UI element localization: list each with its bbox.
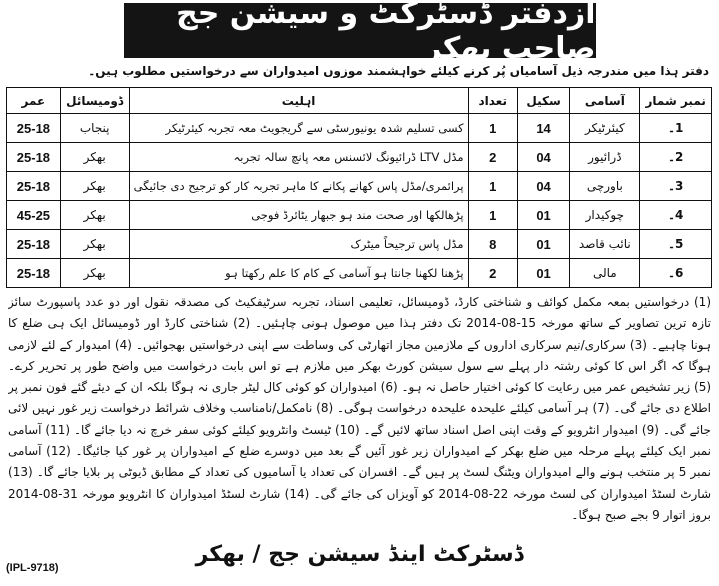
cell-domicile: بھکر	[60, 259, 129, 288]
table-row	[7, 201, 712, 230]
header-post: آسامی	[570, 88, 640, 114]
cell-serial: 2۔	[640, 143, 712, 172]
cell-qualification: پڑھالکھا اور صحت مند ہو جبھار یٹائرڈ فوجی	[129, 201, 468, 230]
vacancy-table	[6, 87, 712, 288]
table-header-row	[7, 88, 712, 114]
cell-age: 45-25	[7, 201, 61, 230]
cell-qualification: مڈل LTV ڈرائیونگ لائسنس معہ پانچ سالہ تجربہ	[129, 143, 468, 172]
cell-post: چوکیدار	[570, 201, 640, 230]
terms-paragraph: (1) درخواستیں بمعہ مکمل کوائف و شناختی کارڈ، ڈومیسائل، تعلیمی اسناد، تجربہ سرٹیفکیٹ کی مصدقہ نقول اور دو عدد پاسپورٹ سائز تازہ ترین تصاویر کے ساتھ مورخہ 15-08-2014 تک دفتر ہذا میں موصول ہونی چاہئیں۔ (2) شناختی کارڈ اور ڈومیسائل ایک ہی ضلع کا ہونا چاہیے۔ (3) سرکاری/نیم سرکاری اداروں کے ملازمین مجاز اتھارٹی کی وساطت سے اپنی درخواستیں بھجوائیں۔ (4) امیدوار کے لئے لازمی ہوگا کہ اگر اس کا کوئی رشتہ دار پہلے سے سول سیشن کورٹ بھکر میں ملازم ہے تو اس بابت درخواست میں واضح طور پر تحریر کرے۔ (5) زیر تشخیص عمر میں رعایت کا کوئی اختیار حاصل نہ ہو۔ (6) امیدواران کو کوئی کال لیٹر جاری نہ ہوگا بلکہ ان کے دیئے گئے فون نمبر پر اطلاع دی جائے گی۔ (7) ہر آسامی کیلئے علیحدہ علیحدہ درخواست ہوگی۔ (8) نامکمل/نامناسب وخلاف شرائط درخواست زیر غور نہیں لائی جائے گی۔ (9) امیدوار انٹرویو کے وقت اپنی اصل اسناد ساتھ لائیں گے۔ (10) ٹیسٹ وانٹرویو کیلئے کوئی سفر خرچ نہ دیا جائے گا۔ (11) آسامی نمبر ایک کیلئے پہلے مرحلہ میں ضلع بھکر کے امیدواران زیر غور آئیں گے بعد میں دوسرے ضلع کے امیدواران پر غور کیا جائیگا۔ (12) آسامی نمبر 5 پر منتخب ہونے والے امیدواران ویٹنگ لسٹ پر ہیں گے۔ افسران کی تعداد یا آسامیوں کی تعداد کے مطابق ڈیوٹی پر بلایا جائے گا۔ (13) شارٹ لسٹڈ امیدواران کی لسٹ مورخہ 22-08-2014 کو آویزاں کی جائے گی۔ (14) شارٹ لسٹڈ امیدواران کا انٹرویو مورخہ 31-08-2014 بروز اتوار 9 بجے صبح ہوگا۔	[8, 295, 711, 522]
header-age: عمر	[7, 88, 61, 114]
header-qualification: اہلیت	[129, 88, 468, 114]
cell-count: 2	[468, 143, 517, 172]
cell-qualification: پرائمری/مڈل پاس کھانے پکانے کا ماہر تجربہ کار کو ترجیح دی جائیگی	[129, 172, 468, 201]
header-count: تعداد	[468, 88, 517, 114]
table-row	[7, 143, 712, 172]
table-row	[7, 114, 712, 143]
cell-age: 25-18	[7, 259, 61, 288]
table-row	[7, 230, 712, 259]
issuer-signature: ڈسٹرکٹ اینڈ سیشن جج / بھکر	[195, 542, 524, 567]
cell-age: 25-18	[7, 230, 61, 259]
cell-count: 1	[468, 201, 517, 230]
header-scale: سکیل	[517, 88, 569, 114]
cell-age: 25-18	[7, 114, 61, 143]
cell-serial: 3۔	[640, 172, 712, 201]
cell-count: 1	[468, 114, 517, 143]
cell-count: 8	[468, 230, 517, 259]
cell-post: ڈرائیور	[570, 143, 640, 172]
intro-text: دفتر ہذا میں مندرجہ ذیل آسامیاں پُر کرنے کیلئے خواہشمند موزوں امیدواران سے درخواستیں مطلوب ہیں۔	[88, 64, 709, 78]
cell-age: 25-18	[7, 143, 61, 172]
cell-qualification: مڈل پاس ترجیحاً میٹرک	[129, 230, 468, 259]
cell-qualification: کسی تسلیم شدہ یونیورسٹی سے گریجویٹ معہ تجربہ کیئرٹیکر	[129, 114, 468, 143]
header-title: ازدفتر ڈسٹرکٹ و سیشن جج صاحب بھکر	[124, 3, 596, 58]
cell-age: 25-18	[7, 172, 61, 201]
cell-scale: 04	[517, 143, 569, 172]
cell-count: 2	[468, 259, 517, 288]
cell-post: کیئرٹیکر	[570, 114, 640, 143]
terms-and-conditions	[8, 292, 711, 527]
cell-domicile: بھکر	[60, 201, 129, 230]
cell-scale: 04	[517, 172, 569, 201]
cell-domicile: بھکر	[60, 143, 129, 172]
cell-count: 1	[468, 172, 517, 201]
cell-scale: 01	[517, 201, 569, 230]
header-domicile: ڈومیسائل	[60, 88, 129, 114]
table-row	[7, 172, 712, 201]
table-row	[7, 259, 712, 288]
cell-post: مالی	[570, 259, 640, 288]
cell-domicile: بھکر	[60, 230, 129, 259]
cell-serial: 6۔	[640, 259, 712, 288]
header-serial: نمبر شمار	[640, 88, 712, 114]
cell-serial: 1۔	[640, 114, 712, 143]
cell-serial: 4۔	[640, 201, 712, 230]
cell-serial: 5۔	[640, 230, 712, 259]
cell-scale: 01	[517, 230, 569, 259]
cell-post: نائب قاصد	[570, 230, 640, 259]
cell-scale: 14	[517, 114, 569, 143]
cell-domicile: بھکر	[60, 172, 129, 201]
cell-scale: 01	[517, 259, 569, 288]
footer	[0, 540, 719, 580]
cell-qualification: پڑھنا لکھنا جانتا ہو آسامی کے کام کا علم رکھتا ہو	[129, 259, 468, 288]
publication-reference: (IPL-9718)	[6, 562, 59, 574]
cell-domicile: پنجاب	[60, 114, 129, 143]
cell-post: باورچی	[570, 172, 640, 201]
